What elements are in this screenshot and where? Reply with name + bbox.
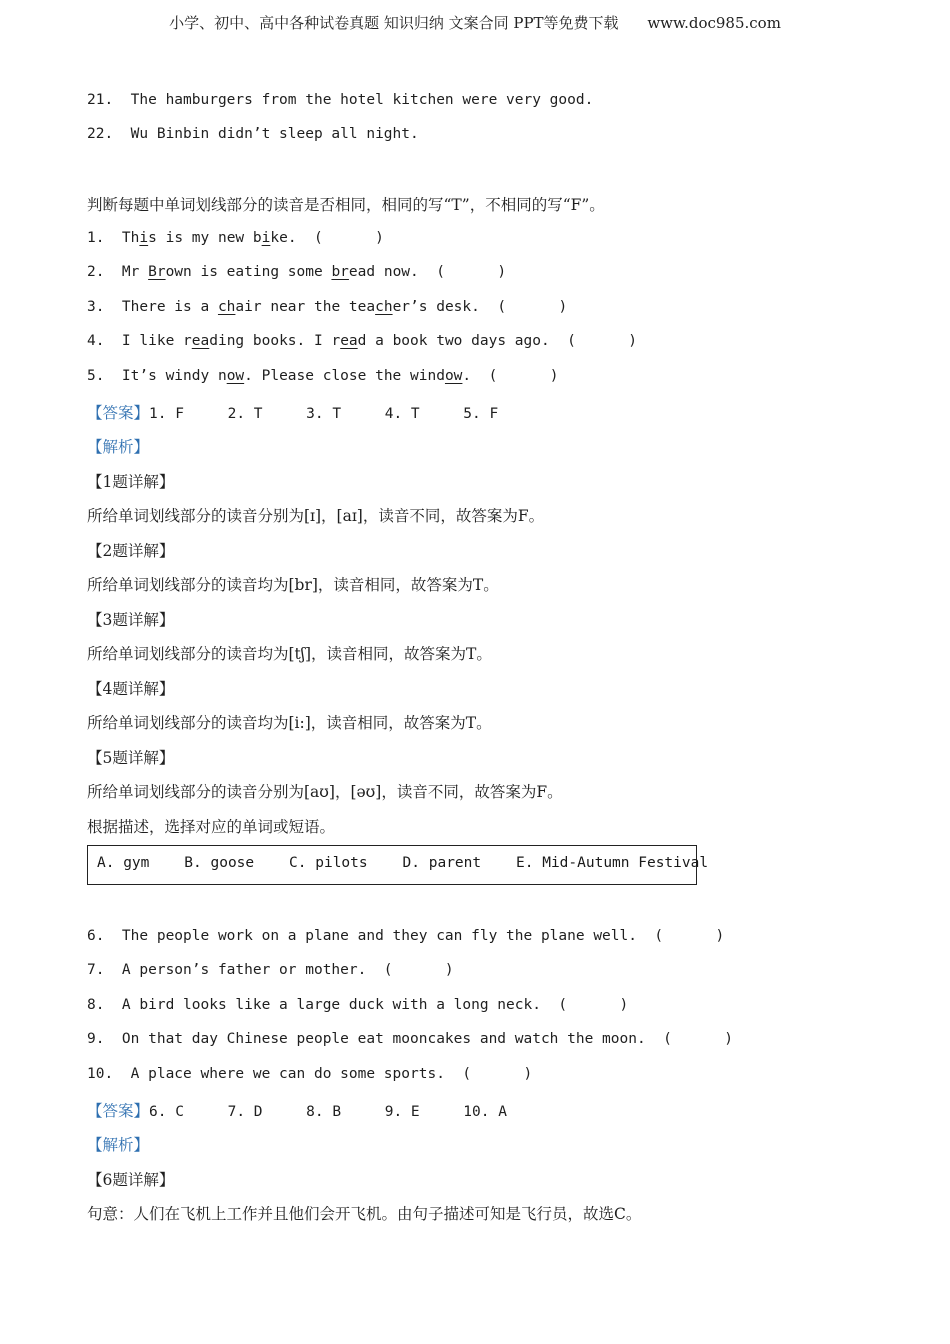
section1-answers: 【答案】1. F 2. T 3. T 4. T 5. F [87, 404, 499, 422]
detail-6-text: 句意：人们在飞机上工作并且他们会开飞机。由句子描述可知是飞行员，故选C。 [87, 1205, 642, 1223]
question-6: 6. The people work on a plane and they can fly the plane well. ( ) [87, 928, 725, 944]
detail-5-text: 所给单词划线部分的读音分别为[aʊ]，[əʊ]，读音不同，故答案为F。 [87, 783, 563, 801]
phonics-question-1: 1. This is my new bike. ( ) [87, 230, 384, 246]
header-site: www.doc985.com [647, 14, 781, 32]
phonics-question-3: 3. There is a chair near the teacher’s desk. ( ) [87, 299, 568, 315]
detail-5-title: 【5题详解】 [87, 749, 175, 767]
section1-analysis-tag: 【解析】 [87, 438, 150, 456]
question-21: 21. The hamburgers from the hotel kitchen were very good. [87, 92, 594, 108]
question-10: 10. A place where we can do some sports. ( ) [87, 1066, 533, 1082]
question-8: 8. A bird looks like a large duck with a long neck. ( ) [87, 997, 629, 1013]
detail-4-text: 所给单词划线部分的读音均为[i:]，读音相同，故答案为T。 [87, 714, 492, 732]
header-title: 小学、初中、高中各种试卷真题 知识归纳 文案合同 PPT等免费下载 [169, 14, 619, 32]
options-box [87, 845, 709, 885]
detail-1-text: 所给单词划线部分的读音分别为[ɪ]，[aɪ]，读音不同，故答案为F。 [87, 507, 545, 525]
detail-3-text: 所给单词划线部分的读音均为[tʃ]，读音相同，故答案为T。 [87, 645, 492, 663]
section2-instruction: 根据描述，选择对应的单词或短语。 [87, 818, 336, 836]
page-header [0, 12, 950, 33]
options-text: A. gym B. goose C. pilots D. parent E. Mid-Autumn Festival [97, 855, 709, 871]
detail-4-title: 【4题详解】 [87, 680, 175, 698]
phonics-question-2: 2. Mr Brown is eating some bread now. ( ) [87, 264, 507, 280]
question-9: 9. On that day Chinese people eat mooncakes and watch the moon. ( ) [87, 1031, 734, 1047]
section1-instruction: 判断每题中单词划线部分的读音是否相同，相同的写“T”，不相同的写“F”。 [87, 196, 605, 214]
section2-answers: 【答案】6. C 7. D 8. B 9. E 10. A [87, 1102, 507, 1120]
question-22: 22. Wu Binbin didn’t sleep all night. [87, 126, 419, 142]
detail-6-title: 【6题详解】 [87, 1171, 175, 1189]
answer-tag: 【答案】 [87, 1102, 150, 1120]
detail-1-title: 【1题详解】 [87, 473, 175, 491]
detail-2-title: 【2题详解】 [87, 542, 175, 560]
phonics-question-4: 4. I like reading books. I read a book two days ago. ( ) [87, 333, 638, 349]
section2-analysis-tag: 【解析】 [87, 1136, 150, 1154]
phonics-question-5: 5. It’s windy now. Please close the window. ( ) [87, 368, 559, 384]
detail-2-text: 所给单词划线部分的读音均为[br]，读音相同，故答案为T。 [87, 576, 499, 594]
answer-tag: 【答案】 [87, 404, 150, 422]
question-7: 7. A person’s father or mother. ( ) [87, 962, 454, 978]
detail-3-title: 【3题详解】 [87, 611, 175, 629]
